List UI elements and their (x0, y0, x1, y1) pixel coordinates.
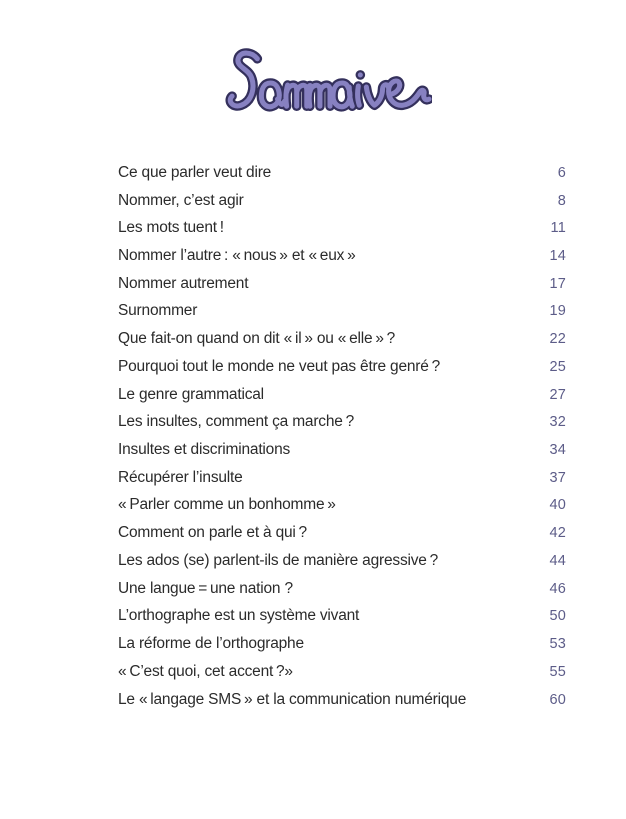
toc-entry-page-number: 46 (549, 580, 566, 597)
toc-entry-label: Comment on parle et à qui ? (118, 524, 307, 542)
toc-entry-label: Insultes et discriminations (118, 441, 291, 459)
toc-row (118, 381, 566, 409)
toc-row (118, 630, 566, 658)
toc-entry-label: « Parler comme un bonhomme » (118, 496, 336, 514)
toc-row (118, 325, 566, 353)
toc-row (118, 464, 566, 492)
toc-row (118, 686, 566, 714)
toc-row (118, 658, 566, 686)
toc-entry-label: Nommer autrement (118, 274, 249, 292)
toc-entry-page-number: 27 (549, 386, 566, 403)
toc-entry-label: Une langue = une nation ? (118, 579, 293, 597)
toc-row (118, 270, 566, 298)
toc-row (118, 408, 566, 436)
toc-entry-label: Nommer l’autre : « nous » et « eux » (118, 247, 356, 265)
toc-row (118, 603, 566, 631)
toc-entry-page-number: 55 (549, 663, 566, 680)
toc-row (118, 436, 566, 464)
toc-row (118, 159, 566, 187)
toc-entry-label: Le « langage SMS » et la communication numérique (118, 690, 467, 708)
toc-entry-label: L’orthographe est un système vivant (118, 607, 360, 625)
toc-row (118, 519, 566, 547)
toc-list (118, 159, 566, 713)
toc-row (118, 575, 566, 603)
toc-row (118, 187, 566, 215)
toc-entry-page-number: 19 (549, 303, 566, 320)
toc-entry-page-number: 53 (549, 636, 566, 653)
toc-entry-page-number: 6 (557, 164, 566, 181)
toc-entry-page-number: 44 (549, 552, 566, 569)
toc-entry-label: Les mots tuent ! (118, 219, 224, 237)
toc-entry-label: Les insultes, comment ça marche ? (118, 413, 354, 431)
toc-entry-page-number: 11 (550, 220, 566, 237)
toc-entry-page-number: 22 (549, 331, 566, 348)
toc-entry-label: Le genre grammatical (118, 385, 264, 403)
toc-entry-label: La réforme de l’orthographe (118, 635, 304, 653)
toc-entry-page-number: 34 (549, 442, 566, 459)
toc-entry-label: « C’est quoi, cet accent ?» (118, 662, 293, 680)
page-title (224, 48, 432, 118)
toc-row (118, 214, 566, 242)
toc-entry-page-number: 17 (549, 275, 566, 292)
sommaire-title-lettering (224, 48, 432, 118)
toc-entry-page-number: 60 (549, 691, 566, 708)
toc-entry-label: Que fait-on quand on dit « il » ou « elle » ? (118, 330, 396, 348)
toc-entry-page-number: 42 (549, 525, 566, 542)
toc-entry-page-number: 25 (549, 358, 566, 375)
toc-row (118, 298, 566, 326)
toc-row (118, 353, 566, 381)
toc-entry-label: Récupérer l’insulte (118, 468, 243, 486)
toc-entry-label: Pourquoi tout le monde ne veut pas être genré ? (118, 357, 441, 375)
toc-entry-page-number: 8 (557, 192, 566, 209)
toc-row (118, 547, 566, 575)
toc-row (118, 492, 566, 520)
toc-entry-label: Surnommer (118, 302, 198, 320)
toc-row (118, 242, 566, 270)
toc-entry-page-number: 50 (549, 608, 566, 625)
toc-entry-label: Les ados (se) parlent-ils de manière agressive ? (118, 551, 439, 569)
toc-entry-page-number: 32 (549, 414, 566, 431)
toc-entry-page-number: 40 (549, 497, 566, 514)
toc-entry-page-number: 14 (549, 248, 566, 265)
toc-entry-label: Nommer, c’est agir (118, 191, 244, 209)
toc-entry-page-number: 37 (549, 469, 566, 486)
toc-entry-label: Ce que parler veut dire (118, 163, 272, 181)
